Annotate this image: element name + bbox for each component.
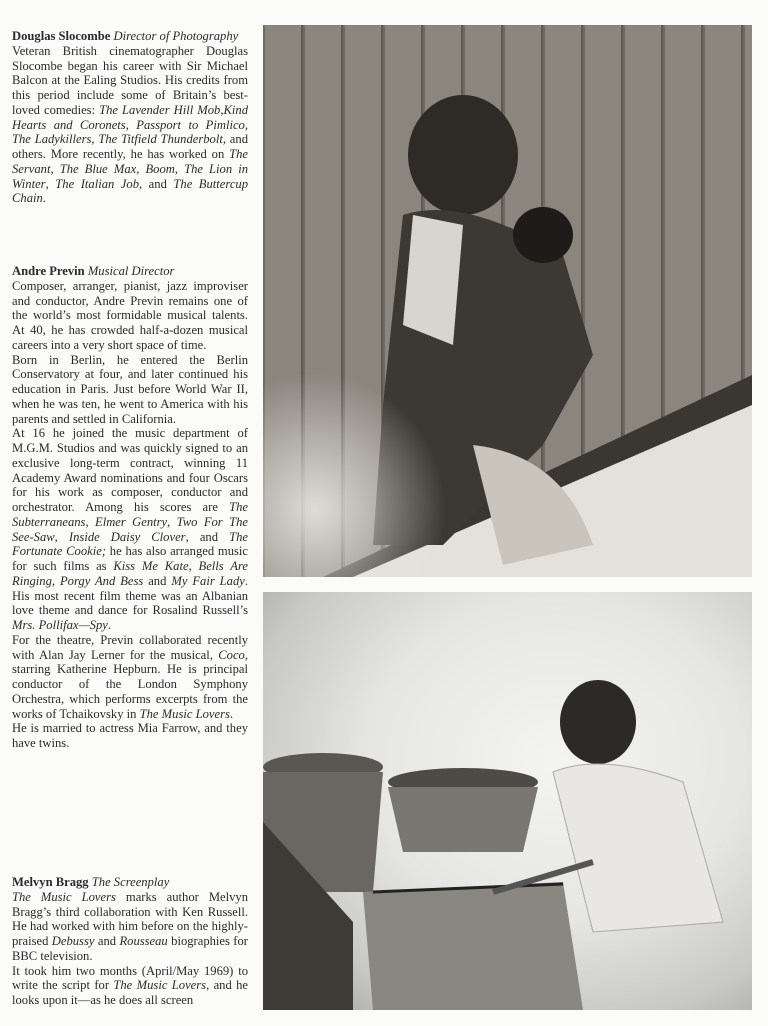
body-paragraph bbox=[12, 426, 248, 633]
section-heading bbox=[12, 29, 248, 44]
italic-title: Bells Are Ringing bbox=[12, 559, 248, 588]
body-paragraph bbox=[12, 353, 248, 427]
body-paragraph bbox=[12, 633, 248, 722]
section-andre-previn bbox=[12, 264, 248, 751]
body-paragraph bbox=[12, 890, 248, 964]
person-name: Douglas Slocombe bbox=[12, 29, 111, 43]
section-heading bbox=[12, 264, 248, 279]
italic-title: Coco bbox=[218, 647, 245, 662]
text-run: , bbox=[174, 161, 185, 176]
text-run: . bbox=[42, 191, 46, 206]
italic-title: The Titfield Thunderbolt bbox=[98, 132, 223, 147]
text-run: , bbox=[45, 176, 56, 191]
italic-title: The Fortunate Cookie; bbox=[12, 529, 248, 559]
text-run: he has also arranged music for such films as bbox=[12, 544, 248, 573]
text-run: , bbox=[91, 132, 99, 147]
italic-title: Passport to Pimlico bbox=[136, 117, 245, 132]
italic-title: The Music Lovers bbox=[139, 706, 230, 721]
italic-title: Two For The See-Saw bbox=[12, 514, 248, 544]
italic-title: Kiss Me Kate bbox=[113, 559, 189, 573]
text-run: Composer, arranger, pianist, jazz improviser and conductor, Andre Previn remains one of the world’s most formidable musical talents. At 40, he has crowded half-a-dozen musical careers into a very short space of time. bbox=[12, 278, 248, 352]
italic-title: The Buttercup Chain bbox=[12, 176, 249, 206]
section-douglas-slocombe bbox=[12, 29, 248, 206]
italic-title: The Lavender Hill Mob bbox=[99, 102, 221, 117]
text-run: . bbox=[107, 618, 111, 632]
person-name: Andre Previn bbox=[12, 264, 85, 278]
text-run: , bbox=[85, 514, 95, 529]
italic-title: Kind Hearts and Coronets bbox=[12, 102, 248, 132]
text-run: . bbox=[229, 706, 234, 721]
text-run: , and he looks upon it—as he does all screen bbox=[12, 978, 249, 1007]
italic-title: The Servant bbox=[12, 147, 248, 176]
italic-title: Debussy bbox=[51, 934, 95, 948]
body-paragraph bbox=[12, 44, 248, 206]
text-run: , starring Katherine Hepburn. He is principal conductor of the London Symphony Orchestra, which performs excerpts from the works of Tchaikovsky in bbox=[12, 647, 248, 721]
text-run: , bbox=[50, 161, 60, 176]
text-run: biographies for BBC television. bbox=[12, 934, 248, 963]
text-run: , and bbox=[139, 176, 174, 191]
text-run: marks author Melvyn Bragg’s third collaboration with Ken Russell. He had worked with him before on the highly-praised bbox=[12, 889, 248, 948]
italic-title: The Music Lovers bbox=[113, 978, 207, 993]
italic-title: The Music Lovers bbox=[12, 889, 116, 904]
section-heading bbox=[12, 875, 248, 890]
italic-title: Rousseau bbox=[119, 934, 168, 948]
text-run: . His most recent film theme was an Albanian love theme and dance for Rosalind Russell’s bbox=[12, 573, 248, 618]
text-run: Veteran British cinematographer Douglas Slocombe began his career with Sir Michael Balcon at the Ealing Studios. His credits from this period include some of Britain’s best-loved comedies: bbox=[12, 43, 248, 117]
text-run: , and others. More recently, he has worked on bbox=[12, 132, 248, 161]
text-run: , bbox=[136, 161, 146, 176]
person-name: Melvyn Bragg bbox=[12, 875, 89, 889]
text-run: It took him two months (April/May 1969) to write the script for bbox=[12, 963, 248, 993]
italic-title: Boom bbox=[145, 161, 175, 176]
person-role: The Screenplay bbox=[91, 875, 170, 889]
italic-title: My Fair Lady bbox=[171, 573, 245, 588]
text-run: and bbox=[143, 573, 172, 588]
body-paragraph bbox=[12, 721, 248, 751]
person-role: Musical Director bbox=[87, 264, 175, 278]
photo-previn-at-instrument bbox=[263, 592, 752, 1010]
italic-title: The Italian Job bbox=[55, 176, 139, 191]
section-melvyn-bragg bbox=[12, 875, 248, 1008]
italic-title: The Blue Max bbox=[59, 161, 137, 176]
person-role: Director of Photography bbox=[113, 29, 239, 43]
text-run: , bbox=[188, 559, 199, 573]
italic-title: The Ladykillers bbox=[12, 132, 92, 147]
italic-title: Mrs. Pollifax—Spy bbox=[12, 618, 108, 632]
photo-couple-embracing bbox=[263, 25, 752, 577]
italic-title: Porgy And Bess bbox=[59, 573, 144, 588]
text-run: , and bbox=[185, 529, 230, 544]
text-run: , bbox=[54, 529, 69, 544]
italic-title: Inside Daisy Clover bbox=[68, 529, 186, 544]
italic-title: The Lion in Winter bbox=[12, 161, 249, 191]
text-run: At 16 he joined the music department of M.G.M. Studios and was quickly signed to an exclusive long-term contract, winning 11 Academy Award nominations and four Oscars for his work as composer, conductor and orchestrator. Among his scores are bbox=[12, 426, 248, 514]
text-run: , bbox=[125, 117, 137, 132]
italic-title: Elmer Gentry bbox=[95, 514, 168, 529]
text-run: , bbox=[220, 102, 224, 117]
body-paragraph bbox=[12, 279, 248, 353]
body-paragraph bbox=[12, 964, 248, 1008]
text-run: For the theatre, Previn collaborated recently with Alan Jay Lerner for the musical, bbox=[12, 632, 248, 662]
text-run: , bbox=[51, 573, 60, 588]
photo-couple-illustration bbox=[263, 25, 752, 577]
photo-musician-illustration bbox=[263, 592, 752, 1010]
text-run: and bbox=[94, 934, 120, 948]
text-run: Born in Berlin, he entered the Berlin Conservatory at four, and later continued his education in Paris. Just before World War II, when he was ten, he went to America with his parents and settled in California. bbox=[12, 352, 248, 426]
text-run: , bbox=[244, 117, 248, 132]
text-run: He is married to actress Mia Farrow, and they have twins. bbox=[12, 721, 248, 750]
text-run: , bbox=[167, 514, 177, 529]
italic-title: The Subterraneans bbox=[12, 500, 248, 529]
